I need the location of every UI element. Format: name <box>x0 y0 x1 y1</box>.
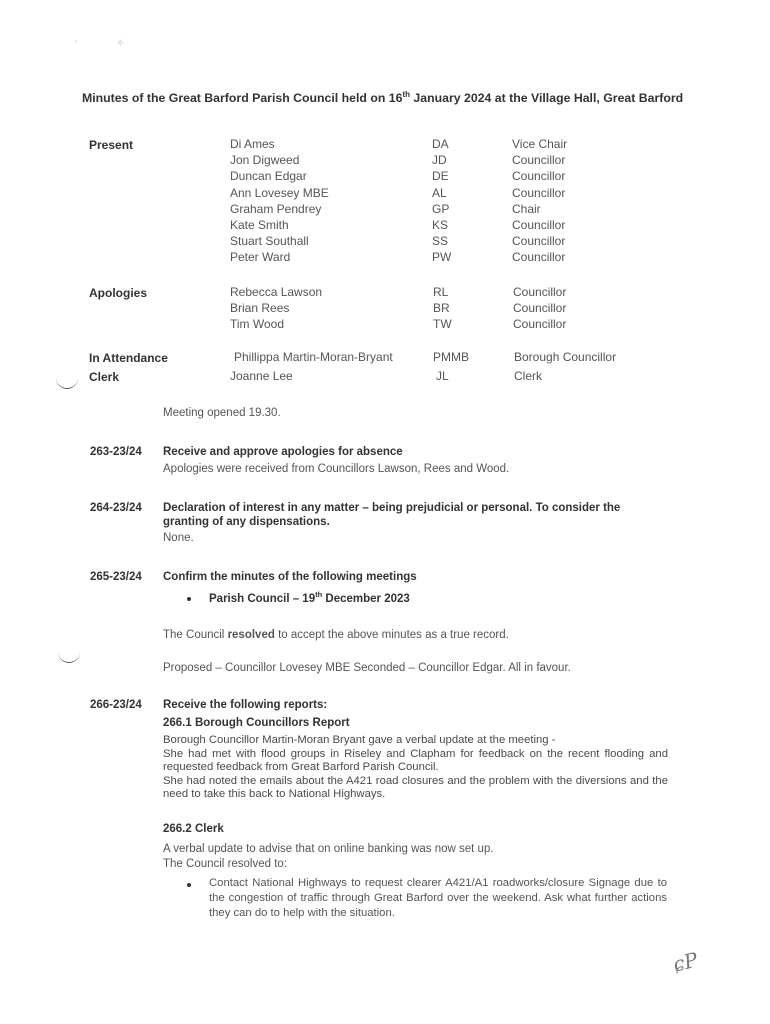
apologies-roles <box>513 284 566 333</box>
item-263-text: Apologies were received from Councillors Lawson, Rees and Wood. <box>163 463 510 475</box>
punch-hole-mark <box>56 378 78 389</box>
item-266-1-body <box>163 734 668 802</box>
item-266-heading: Receive the following reports: <box>163 699 328 711</box>
present-initials: DA <box>432 137 449 151</box>
present-initials: JD <box>432 153 447 168</box>
item-266-2-heading: 266.2 Clerk <box>163 823 224 835</box>
in-attendance-role: Borough Councillor <box>514 350 617 364</box>
present-initials: SS <box>432 234 449 249</box>
apologies-initials: RL <box>433 285 449 299</box>
item-265-heading: Confirm the minutes of the following meetings <box>163 571 417 583</box>
in-attendance-name: Phillippa Martin-Moran-Bryant <box>234 350 393 364</box>
item-265-number: 265-23/24 <box>90 571 142 583</box>
item-266-2-text: A verbal update to advise that on online banking was now set up. <box>163 843 494 855</box>
item-264-text: None. <box>163 532 194 544</box>
present-name: Stuart Southall <box>230 234 309 249</box>
bullet-icon <box>187 597 191 601</box>
present-initials: AL <box>432 185 447 200</box>
apologies-initials: BR <box>433 301 450 316</box>
in-attendance-initials: PMMB <box>433 350 469 364</box>
apologies-name: Rebecca Lawson <box>230 285 323 299</box>
bullet-icon <box>187 883 191 887</box>
item-265-resolution: The Council resolved to accept the above minutes as a true record. <box>163 629 509 641</box>
item-266-1-line: She had noted the emails about the A421 road closures and the problem with the diversions and the need to take this back to National Highways. <box>163 774 668 800</box>
present-role: Vice Chair <box>512 137 568 151</box>
clerk-label: Clerk <box>89 370 120 384</box>
apologies-label: Apologies <box>89 286 148 300</box>
item-266-1-heading: 266.1 Borough Councillors Report <box>163 717 350 729</box>
item-266-1-line: She had met with flood groups in Riseley and Clapham for feedback on the recent flooding and requested feedback from Great Barford Parish Council. <box>163 747 668 773</box>
present-role: Councillor <box>512 218 566 233</box>
apologies-role: Councillor <box>513 301 567 316</box>
item-266-2-resolution: The Council resolved to: <box>163 858 288 870</box>
scan-speck: ˊ <box>74 40 78 51</box>
present-role: Councillor <box>512 234 566 249</box>
clerk-role: Clerk <box>514 369 543 383</box>
item-263-heading: Receive and approve apologies for absence <box>163 446 403 458</box>
item-266-number: 266-23/24 <box>90 699 142 711</box>
present-name: Ann Lovesey MBE <box>230 185 329 200</box>
item-264-number: 264-23/24 <box>90 502 142 514</box>
present-role: Councillor <box>512 153 566 168</box>
apologies-names <box>230 284 322 333</box>
present-name: Peter Ward <box>230 250 291 265</box>
present-initials <box>432 136 451 266</box>
present-name: Graham Pendrey <box>230 201 322 216</box>
item-266-1-line: Borough Councillor Martin-Moran Bryant gave a verbal update at the meeting - <box>163 734 556 746</box>
present-label: Present <box>89 138 134 152</box>
present-initials: GP <box>432 201 450 216</box>
present-roles <box>512 136 567 266</box>
item-266-2-action-bullet: Contact National Highways to request clearer A421/A1 roadworks/closure Signage due to the congestion of traffic through Great Barford over the weekend. Ask what further actions they can do to help with the situation. <box>209 877 667 919</box>
apologies-role: Councillor <box>513 317 567 332</box>
present-name: Duncan Edgar <box>230 169 307 184</box>
clerk-initials: JL <box>436 369 449 383</box>
present-names <box>230 136 329 266</box>
present-initials: DE <box>432 169 449 184</box>
present-initials: KS <box>432 218 449 233</box>
item-265-meeting-bullet: Parish Council – 19th December 2023 <box>209 590 410 605</box>
apologies-initials <box>433 284 452 333</box>
apologies-initials: TW <box>433 317 452 332</box>
present-initials: PW <box>432 250 452 265</box>
clerk-name: Joanne Lee <box>230 369 293 383</box>
item-264-heading-line2: granting of any dispensations. <box>163 516 330 528</box>
present-role: Councillor <box>512 250 566 265</box>
apologies-role: Councillor <box>513 285 567 299</box>
meeting-opened: Meeting opened 19.30. <box>163 407 281 419</box>
apologies-name: Tim Wood <box>230 317 285 332</box>
present-name: Kate Smith <box>230 218 289 233</box>
scan-speck: ✧ <box>116 38 125 49</box>
in-attendance-label: In Attendance <box>89 351 168 365</box>
present-role: Councillor <box>512 185 566 200</box>
handwritten-initials-signature: ɕP <box>670 947 701 977</box>
apologies-name: Brian Rees <box>230 301 290 316</box>
present-role: Councillor <box>512 169 566 184</box>
punch-hole-mark <box>58 652 80 663</box>
present-name: Jon Digweed <box>230 153 300 168</box>
item-265-proposed: Proposed – Councillor Lovesey MBE Seconded – Councillor Edgar. All in favour. <box>163 662 571 674</box>
minutes-title: Minutes of the Great Barford Parish Council held on 16th January 2024 at the Village Hall, Great Barford <box>82 90 684 106</box>
present-name: Di Ames <box>230 137 275 151</box>
item-263-number: 263-23/24 <box>90 446 142 458</box>
present-role: Chair <box>512 201 541 216</box>
item-264-heading-line1: Declaration of interest in any matter – being prejudicial or personal. To consider the <box>163 502 621 514</box>
